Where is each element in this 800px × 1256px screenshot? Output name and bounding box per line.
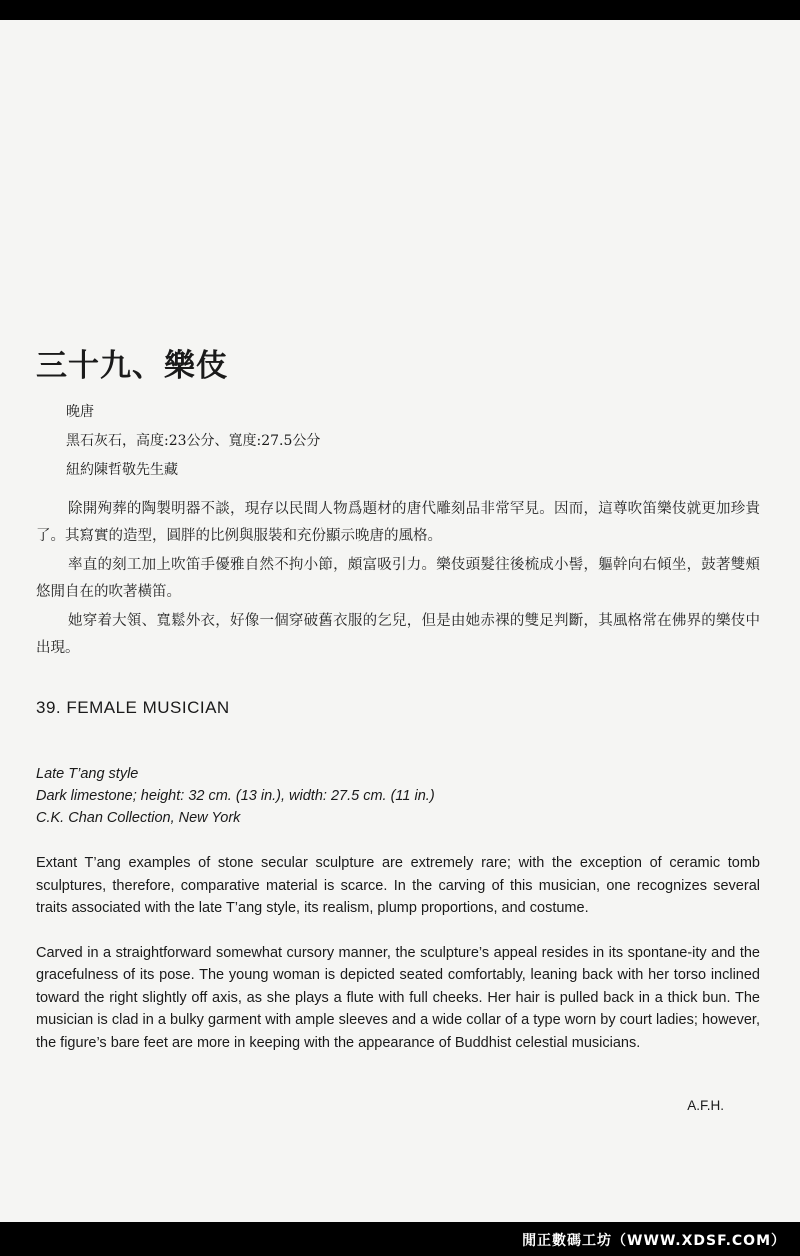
footer-frame-bar (0, 1222, 800, 1256)
chinese-paragraph: 除開殉葬的陶製明器不談，現存以民間人物爲題材的唐代雕刻品非常罕見。因而，這尊吹笛樂伎就更加珍貴了。其寫實的造型，圓胖的比例與服裝和充份顯示晚唐的風格。 (36, 501, 760, 544)
chinese-title: 三十九、樂伎 (36, 348, 228, 384)
book-page (0, 20, 800, 1222)
chinese-collection: 紐約陳哲敬先生藏 (66, 462, 178, 478)
english-title: 39. FEMALE MUSICIAN (36, 698, 230, 717)
chinese-period: 晚唐 (66, 404, 94, 420)
english-paragraph: Extant T’ang examples of stone secular sculpture are extremely rare; with the exception of ceramic tomb sculptures, therefore, comparative material is scarce. In the carving of this musician, one recognizes several traits associated with the late T’ang style, its realism, plump proportions, and costume. (36, 855, 760, 916)
top-frame-bar (0, 0, 800, 20)
english-material: Dark limestone; height: 32 cm. (13 in.), width: 27.5 cm. (11 in.) (36, 788, 435, 804)
chinese-material: 黑石灰石，高度:23公分、寬度:27.5公分 (66, 433, 321, 449)
english-description (36, 852, 760, 1076)
chinese-catalog-info (66, 398, 320, 485)
author-initials: A.F.H. (687, 1098, 724, 1113)
english-period: Late T’ang style (36, 766, 139, 782)
chinese-paragraph: 她穿着大領、寬鬆外衣，好像一個穿破舊衣服的乞兒，但是由她赤裸的雙足判斷，其風格常在佛界的樂伎中出現。 (36, 613, 760, 656)
english-catalog-info (36, 763, 435, 829)
chinese-description (36, 496, 760, 664)
watermark-text: 閒正數碼工坊（WWW.XDSF.COM） (522, 1233, 786, 1249)
chinese-paragraph: 率直的刻工加上吹笛手優雅自然不拘小節，頗富吸引力。樂伎頭髮往後梳成小髻，軀幹向右傾坐，鼓著雙頰悠閒自在的吹著橫笛。 (36, 557, 760, 600)
english-paragraph: Carved in a straightforward somewhat cursory manner, the sculpture’s appeal resides in its spontane-ity and the gracefulness of its pose. The young woman is depicted seated comfortably, leaning back with her torso inclined toward the right slightly off axis, as she plays a flute with full cheeks. Her hair is pulled back in a thick bun. The musician is clad in a bulky garment with ample sleeves and a wide collar of a type worn by court ladies; however, the figure’s bare feet are more in keeping with the appearance of Buddhist celestial musicians. (36, 944, 760, 1051)
english-collection: C.K. Chan Collection, New York (36, 810, 241, 826)
